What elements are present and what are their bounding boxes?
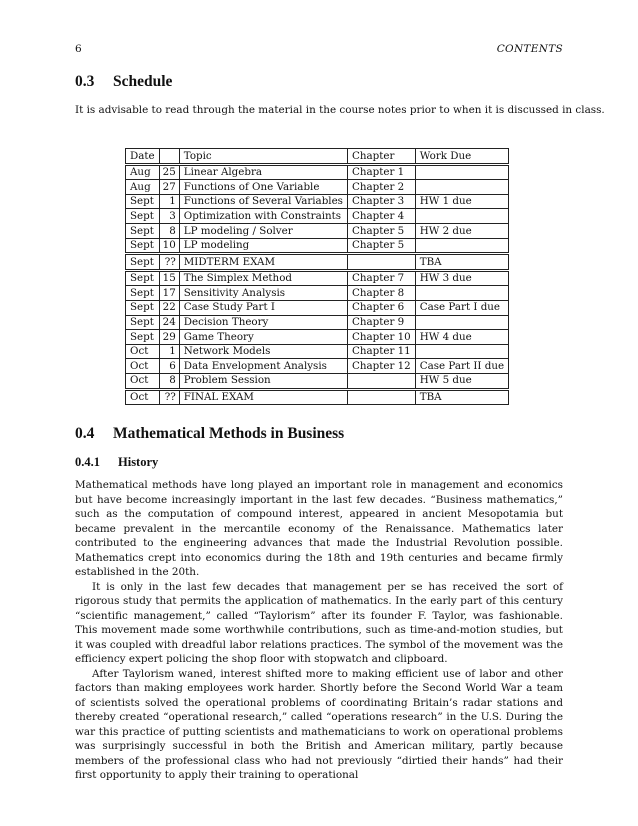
cell-day: 8 bbox=[159, 373, 179, 389]
cell-topic: MIDTERM EXAM bbox=[179, 254, 347, 271]
cell-due: HW 1 due bbox=[415, 194, 508, 209]
cell-month: Oct bbox=[126, 373, 160, 389]
cell-topic: Data Envelopment Analysis bbox=[179, 359, 347, 374]
column-header: Work Due bbox=[415, 149, 508, 165]
table-row bbox=[126, 330, 509, 345]
cell-chapter bbox=[347, 389, 415, 405]
cell-month: Oct bbox=[126, 389, 160, 405]
cell-due: TBA bbox=[415, 254, 508, 271]
cell-due: HW 2 due bbox=[415, 223, 508, 238]
table-row bbox=[126, 223, 509, 238]
table-row bbox=[126, 315, 509, 330]
cell-day: 24 bbox=[159, 315, 179, 330]
cell-day: ?? bbox=[159, 254, 179, 271]
table-header-row bbox=[126, 149, 509, 165]
cell-topic: Sensitivity Analysis bbox=[179, 286, 347, 301]
column-header: Topic bbox=[179, 149, 347, 165]
cell-day: 10 bbox=[159, 238, 179, 254]
subsection-heading-history bbox=[75, 455, 158, 470]
cell-chapter: Chapter 8 bbox=[347, 286, 415, 301]
cell-topic: Functions of Several Variables bbox=[179, 194, 347, 209]
cell-due: Case Part II due bbox=[415, 359, 508, 374]
cell-month: Aug bbox=[126, 164, 160, 180]
cell-due bbox=[415, 286, 508, 301]
cell-month: Sept bbox=[126, 209, 160, 224]
cell-chapter: Chapter 3 bbox=[347, 194, 415, 209]
table-row bbox=[126, 270, 509, 286]
cell-month: Sept bbox=[126, 330, 160, 345]
schedule-intro: It is advisable to read through the material in the course notes prior to when it is discussed in class. bbox=[75, 104, 605, 116]
table-row bbox=[126, 209, 509, 224]
section-title: Schedule bbox=[113, 73, 173, 90]
table-row bbox=[126, 180, 509, 195]
cell-month: Sept bbox=[126, 194, 160, 209]
cell-month: Sept bbox=[126, 315, 160, 330]
cell-topic: Network Models bbox=[179, 344, 347, 359]
paragraph: It is only in the last few decades that management per se has received the sort of rigorous study that permits the application of mathematics. In the early part of this century “scientific management,” called “Taylorism” after its founder F. Taylor, was fashionable. This movement made some worthwhile contributions, such as time-and-motion studies, but it was coupled with dreadful labor relations practices. The symbol of the movement was the efficiency expert policing the shop floor with stopwatch and clipboard. bbox=[75, 580, 563, 665]
cell-due bbox=[415, 209, 508, 224]
running-title: CONTENTS bbox=[496, 43, 563, 55]
cell-chapter: Chapter 9 bbox=[347, 315, 415, 330]
cell-day: 1 bbox=[159, 344, 179, 359]
schedule-table bbox=[125, 148, 509, 405]
cell-topic: Functions of One Variable bbox=[179, 180, 347, 195]
cell-due bbox=[415, 315, 508, 330]
table-row bbox=[126, 373, 509, 389]
cell-month: Sept bbox=[126, 254, 160, 271]
cell-topic: Optimization with Constraints bbox=[179, 209, 347, 224]
cell-chapter bbox=[347, 373, 415, 389]
cell-due bbox=[415, 344, 508, 359]
cell-topic: Problem Session bbox=[179, 373, 347, 389]
cell-day: 29 bbox=[159, 330, 179, 345]
cell-month: Sept bbox=[126, 270, 160, 286]
subsection-title: History bbox=[118, 455, 159, 469]
table-row bbox=[126, 238, 509, 254]
cell-chapter: Chapter 5 bbox=[347, 223, 415, 238]
section-number: 0.4 bbox=[75, 425, 95, 442]
cell-topic: FINAL EXAM bbox=[179, 389, 347, 405]
cell-chapter: Chapter 4 bbox=[347, 209, 415, 224]
section-heading-schedule bbox=[75, 73, 172, 91]
section-number: 0.3 bbox=[75, 73, 95, 90]
cell-topic: Decision Theory bbox=[179, 315, 347, 330]
cell-month: Oct bbox=[126, 359, 160, 374]
cell-day: 27 bbox=[159, 180, 179, 195]
cell-day: 22 bbox=[159, 300, 179, 315]
page-number: 6 bbox=[75, 43, 82, 55]
cell-chapter: Chapter 10 bbox=[347, 330, 415, 345]
table-row bbox=[126, 389, 509, 405]
cell-chapter: Chapter 1 bbox=[347, 164, 415, 180]
table-row bbox=[126, 359, 509, 374]
column-header: Date bbox=[126, 149, 160, 165]
cell-day: 1 bbox=[159, 194, 179, 209]
cell-day: 15 bbox=[159, 270, 179, 286]
cell-due: HW 4 due bbox=[415, 330, 508, 345]
cell-chapter: Chapter 11 bbox=[347, 344, 415, 359]
section-title: Mathematical Methods in Business bbox=[113, 425, 345, 442]
cell-due bbox=[415, 238, 508, 254]
cell-topic: LP modeling / Solver bbox=[179, 223, 347, 238]
cell-due: HW 3 due bbox=[415, 270, 508, 286]
cell-due bbox=[415, 164, 508, 180]
cell-due: TBA bbox=[415, 389, 508, 405]
table-row bbox=[126, 164, 509, 180]
paragraph: After Taylorism waned, interest shifted more to making efficient use of labor and other factors than making employees work harder. Shortly before the Second World War a team of scientists solved the operational problems of coordinating Britain’s radar stations and thereby created “operational research,” called “operations research” in the U.S. During the war this practice of putting scientists and mathematicians to work on operational problems was surprisingly successful in both the British and American military, partly because members of the professional class who had not previously “dirtied their hands” had their first opportunity to apply their training to operational bbox=[75, 667, 563, 781]
section-heading-methods bbox=[75, 425, 344, 443]
cell-month: Aug bbox=[126, 180, 160, 195]
paragraph: Mathematical methods have long played an important role in management and economics but have become increasingly important in the last few decades. “Business mathematics,” such as the computation of compound interest, appeared in ancient Mesopotamia but became prevalent in the mercantile economy of the Renaissance. Mathematics later contributed to the engineering advances that made the Industrial Revolution possible. Mathematics crept into economics during the 18th and 19th centuries and became firmly established in the 20th. bbox=[75, 479, 563, 578]
cell-month: Sept bbox=[126, 286, 160, 301]
history-body bbox=[75, 478, 563, 783]
cell-month: Oct bbox=[126, 344, 160, 359]
cell-chapter: Chapter 12 bbox=[347, 359, 415, 374]
cell-day: 25 bbox=[159, 164, 179, 180]
cell-topic: Case Study Part I bbox=[179, 300, 347, 315]
column-header bbox=[159, 149, 179, 165]
column-header: Chapter bbox=[347, 149, 415, 165]
cell-due: HW 5 due bbox=[415, 373, 508, 389]
cell-day: 6 bbox=[159, 359, 179, 374]
cell-chapter: Chapter 2 bbox=[347, 180, 415, 195]
cell-due bbox=[415, 180, 508, 195]
cell-due: Case Part I due bbox=[415, 300, 508, 315]
table-row bbox=[126, 286, 509, 301]
cell-day: 8 bbox=[159, 223, 179, 238]
cell-topic: LP modeling bbox=[179, 238, 347, 254]
cell-month: Sept bbox=[126, 223, 160, 238]
cell-day: 3 bbox=[159, 209, 179, 224]
running-header bbox=[75, 43, 563, 57]
cell-day: 17 bbox=[159, 286, 179, 301]
subsection-number: 0.4.1 bbox=[75, 455, 100, 469]
cell-day: ?? bbox=[159, 389, 179, 405]
cell-topic: Game Theory bbox=[179, 330, 347, 345]
cell-chapter: Chapter 5 bbox=[347, 238, 415, 254]
cell-chapter bbox=[347, 254, 415, 271]
cell-chapter: Chapter 6 bbox=[347, 300, 415, 315]
cell-month: Sept bbox=[126, 300, 160, 315]
table-row bbox=[126, 254, 509, 271]
cell-chapter: Chapter 7 bbox=[347, 270, 415, 286]
cell-topic: Linear Algebra bbox=[179, 164, 347, 180]
cell-month: Sept bbox=[126, 238, 160, 254]
table-row bbox=[126, 194, 509, 209]
table-row bbox=[126, 344, 509, 359]
cell-topic: The Simplex Method bbox=[179, 270, 347, 286]
table-row bbox=[126, 300, 509, 315]
